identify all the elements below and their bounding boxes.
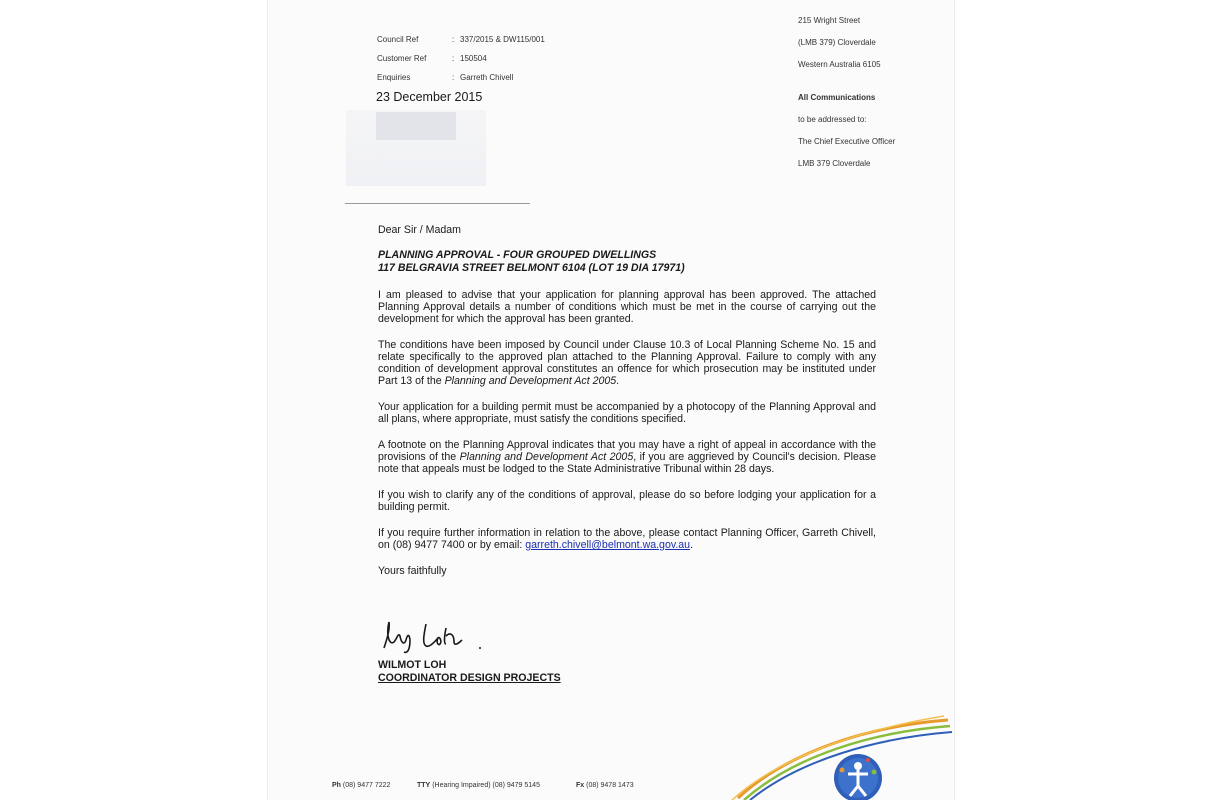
letter-date: 23 December 2015 xyxy=(376,90,483,104)
appeal-text-end: , if you are aggrieved by Council's decision. Please note that appeals must be lodged to the State Administrative Tribunal within 28 days. xyxy=(378,451,876,475)
communications-heading: All Communications xyxy=(798,93,876,102)
paragraph-appeal xyxy=(378,439,876,475)
state-address: Western Australia 6105 xyxy=(798,60,881,69)
tty-number: (Hearing Impaired) (08) 9479 5145 xyxy=(432,782,540,789)
contact-text: If you require further information in relation to the above, please contact Planning Officer, Garreth Chivell, on (08) 9477 7400 or by email: xyxy=(378,527,876,551)
phone-label: Ph xyxy=(332,782,341,789)
communications-recipient: The Chief Executive Officer xyxy=(798,137,896,146)
fax-number: (08) 9478 1473 xyxy=(586,782,634,789)
conditions-text: The conditions have been imposed by Council under Clause 10.3 of Local Planning Scheme No. 15 and relate specifically to the approved plan attached to the Planning Approval. Failure to comply with any condition of development approval constitutes an offence for which prosecution may be instituted under Part 13 of the xyxy=(378,339,876,387)
signatory-name: WILMOT LOH xyxy=(378,659,447,671)
footer-tty xyxy=(417,782,540,789)
signature xyxy=(380,618,490,656)
council-ref-separator: : xyxy=(452,35,455,44)
signatory-title: COORDINATOR DESIGN PROJECTS xyxy=(378,672,561,684)
footer-fax xyxy=(576,782,634,789)
letter-body xyxy=(378,224,876,591)
paragraph-approval: I am pleased to advise that your application for planning approval has been approved. The attached Planning Approval details a number of conditions which must be met in the course of carrying out the development for which the approval has been granted. xyxy=(378,289,876,325)
enquiries-separator: : xyxy=(452,73,455,82)
council-ref-value: 337/2015 & DW115/001 xyxy=(460,35,545,44)
postal-address: (LMB 379) Cloverdale xyxy=(798,38,876,47)
subject-line-1: PLANNING APPROVAL - FOUR GROUPED DWELLINGS xyxy=(378,249,657,261)
fax-label: Fx xyxy=(576,782,585,789)
paragraph-clarify: If you wish to clarify any of the conditions of approval, please do so before lodging your application for a building permit. xyxy=(378,489,876,513)
council-logo xyxy=(718,712,954,800)
paragraph-conditions xyxy=(378,339,876,387)
contact-text-end: . xyxy=(690,539,694,551)
communications-box: LMB 379 Cloverdale xyxy=(798,159,871,168)
conditions-end: . xyxy=(616,375,620,387)
footer-phone xyxy=(332,782,390,789)
communications-line: to be addressed to: xyxy=(798,115,867,124)
phone-number: (08) 9477 7222 xyxy=(342,782,391,789)
email-link[interactable]: garreth.chivell@belmont.wa.gov.au xyxy=(525,539,691,551)
customer-ref-value: 150504 xyxy=(460,54,487,63)
enquiries-label: Enquiries xyxy=(377,73,411,82)
act-reference: Planning and Development Act 2005 xyxy=(459,451,634,463)
paragraph-contact xyxy=(378,527,876,551)
redacted-name-block xyxy=(376,112,456,140)
paragraph-building-permit: Your application for a building permit must be accompanied by a photocopy of the Planning Approval and all plans, where appropriate, must satisfy the conditions specified. xyxy=(378,401,876,425)
enquiries-value: Garreth Chivell xyxy=(460,73,514,82)
signatory-block xyxy=(378,659,561,685)
customer-ref-separator: : xyxy=(452,54,455,63)
appeal-text: A footnote on the Planning Approval indicates that you may have a right of appeal in accordance with the provisions of the xyxy=(378,439,876,463)
subject-line-2: 117 BELGRAVIA STREET BELMONT 6104 (LOT 19 DIA 17971) xyxy=(378,261,685,274)
act-reference: Planning and Development Act 2005 xyxy=(444,375,617,387)
address-spacer xyxy=(798,76,895,87)
street-address: 215 Wright Street xyxy=(798,16,861,25)
council-address-block xyxy=(798,10,895,175)
customer-ref-label: Customer Ref xyxy=(377,54,427,63)
council-ref-label: Council Ref xyxy=(377,35,419,44)
salutation: Dear Sir / Madam xyxy=(378,224,462,236)
address-divider xyxy=(345,203,530,204)
closing: Yours faithfully xyxy=(378,565,447,577)
subject-heading xyxy=(378,249,876,274)
letter-page xyxy=(267,0,955,800)
tty-label: TTY xyxy=(417,782,431,789)
